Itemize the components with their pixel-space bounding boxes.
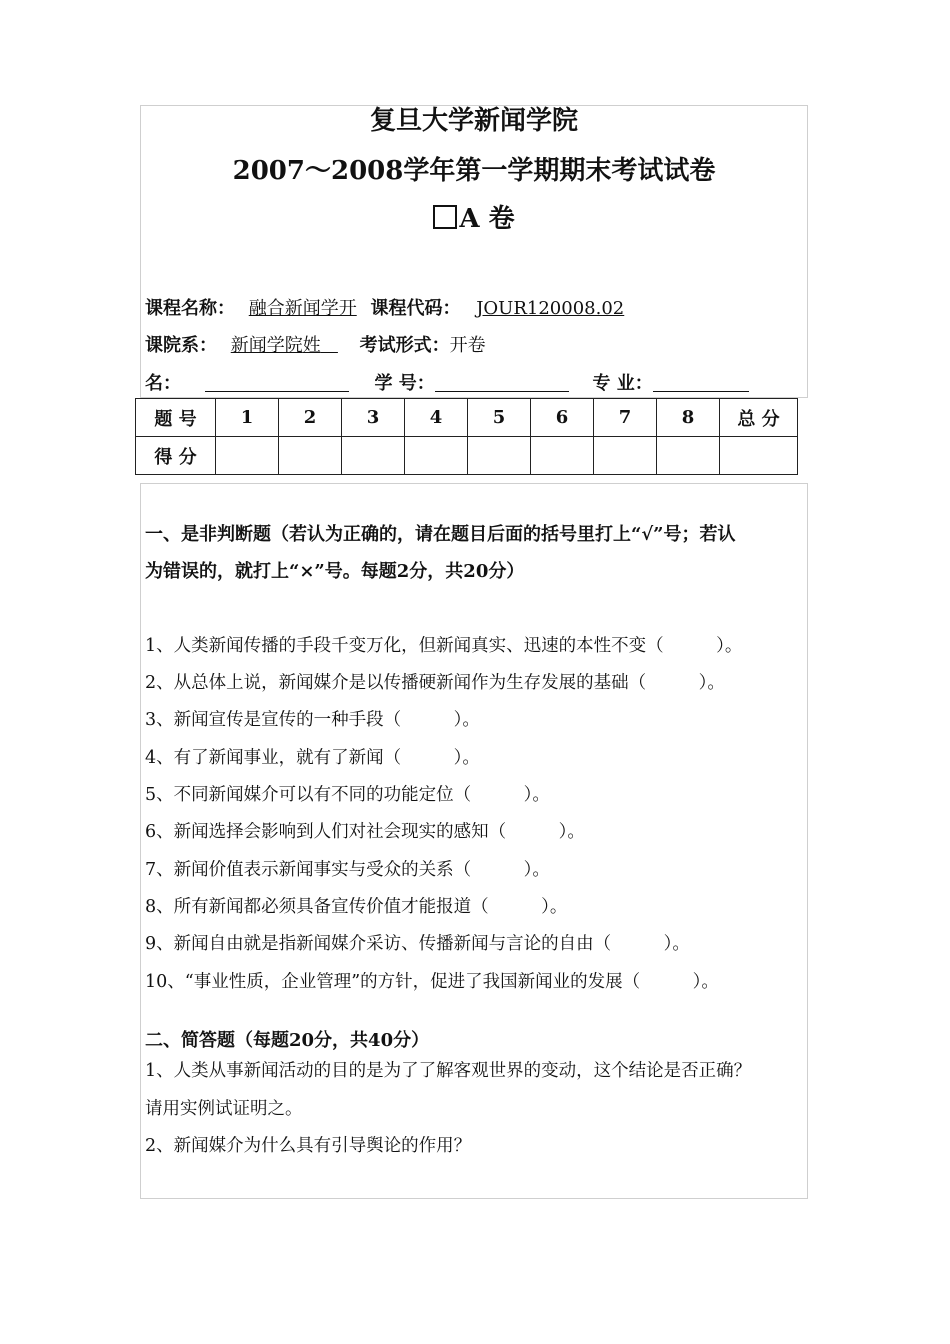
header-cell-2: 2: [279, 399, 342, 437]
question-item: 4、有了新闻事业，就有了新闻（ ）。: [145, 748, 480, 768]
section1-title-line1: 一、是非判断题（若认为正确的，请在题目后面的括号里打上“√”号；若认: [145, 524, 736, 545]
short-answer-q1-line2: 请用实例试证明之。: [145, 1099, 303, 1119]
header-cell-7: 7: [594, 399, 657, 437]
header-cell-label: 题 号: [136, 399, 216, 437]
name-label-part1: 姓: [302, 335, 321, 356]
short-answer-q1-line1: 1、人类从事新闻活动的目的是为了了解客观世界的变动，这个结论是否正确？: [145, 1061, 752, 1081]
paper-title: [140, 198, 808, 235]
score-cell-4[interactable]: [405, 437, 468, 475]
score-cell-total[interactable]: [720, 437, 798, 475]
score-cell-6[interactable]: [531, 437, 594, 475]
course-code-label: 课程代码：: [370, 298, 461, 319]
score-cell-7[interactable]: [594, 437, 657, 475]
score-cell-8[interactable]: [657, 437, 720, 475]
exam-form-label: 考试形式：: [359, 335, 450, 356]
dept-value-text: 新闻学院: [230, 335, 303, 356]
major-label: 专 业：: [592, 373, 653, 394]
checkbox-icon: [433, 205, 457, 229]
short-answer-q2: 2、新闻媒介为什么具有引导舆论的作用？: [145, 1136, 472, 1156]
score-cell-5[interactable]: [468, 437, 531, 475]
score-table: [135, 398, 798, 475]
header-cell-6: 6: [531, 399, 594, 437]
header-cell-total: 总 分: [720, 399, 798, 437]
paper-label: A 卷: [459, 204, 515, 234]
student-id-label: 学 号：: [374, 373, 435, 394]
question-item: 10、“事业性质，企业管理”的方针，促进了我国新闻业的发展（ ）。: [145, 972, 719, 992]
school-title: 复旦大学新闻学院: [369, 106, 578, 136]
score-row-label: 得 分: [136, 437, 216, 475]
section1-title-line2: 为错误的，就打上“×”号。每题2分，共20分）: [145, 561, 525, 582]
header-cell-8: 8: [657, 399, 720, 437]
score-cell-3[interactable]: [342, 437, 405, 475]
name-blank[interactable]: [205, 373, 349, 392]
question-item: 1、人类新闻传播的手段千变万化，但新闻真实、迅速的本性不变（ ）。: [145, 636, 743, 656]
course-code-value: JOUR120008.02: [476, 298, 625, 319]
section2-title: 二、简答题（每题20分，共40分）: [145, 1030, 430, 1051]
term-title: 2007～2008学年第一学期期末考试试卷: [232, 156, 716, 186]
score-cell-1[interactable]: [216, 437, 279, 475]
question-item: 6、新闻选择会影响到人们对社会现实的感知（ ）。: [145, 822, 585, 842]
course-name-label: 课程名称：: [145, 298, 235, 319]
exam-form-value: 开卷: [449, 335, 486, 356]
dept-value: [231, 335, 338, 356]
student-line: [145, 369, 749, 395]
question-item: 2、从总体上说，新闻媒介是以传播硬新闻作为生存发展的基础（ ）。: [145, 673, 725, 693]
header-cell-4: 4: [405, 399, 468, 437]
header-cell-5: 5: [468, 399, 531, 437]
question-item: 8、所有新闻都必须具备宣传价值才能报道（ ）。: [145, 897, 568, 917]
name-label-part2: 名：: [145, 373, 181, 394]
course-name-value: 融合新闻学开: [248, 298, 357, 319]
header-cell-1: 1: [216, 399, 279, 437]
dept-label: 课院系：: [145, 335, 217, 356]
question-item: 5、不同新闻媒介可以有不同的功能定位（ ）。: [145, 785, 550, 805]
score-cell-2[interactable]: [279, 437, 342, 475]
question-item: 9、新闻自由就是指新闻媒介采访、传播新闻与言论的自由（ ）。: [145, 934, 690, 954]
student-id-blank[interactable]: [435, 373, 569, 392]
question-item: 7、新闻价值表示新闻事实与受众的关系（ ）。: [145, 860, 550, 880]
header-cell-3: 3: [342, 399, 405, 437]
table-row: [136, 399, 798, 437]
course-line: [145, 294, 624, 320]
major-blank[interactable]: [653, 373, 749, 392]
question-item: 3、新闻宣传是宣传的一种手段（ ）。: [145, 710, 480, 730]
table-row: [136, 437, 798, 475]
dept-line: [145, 331, 486, 357]
